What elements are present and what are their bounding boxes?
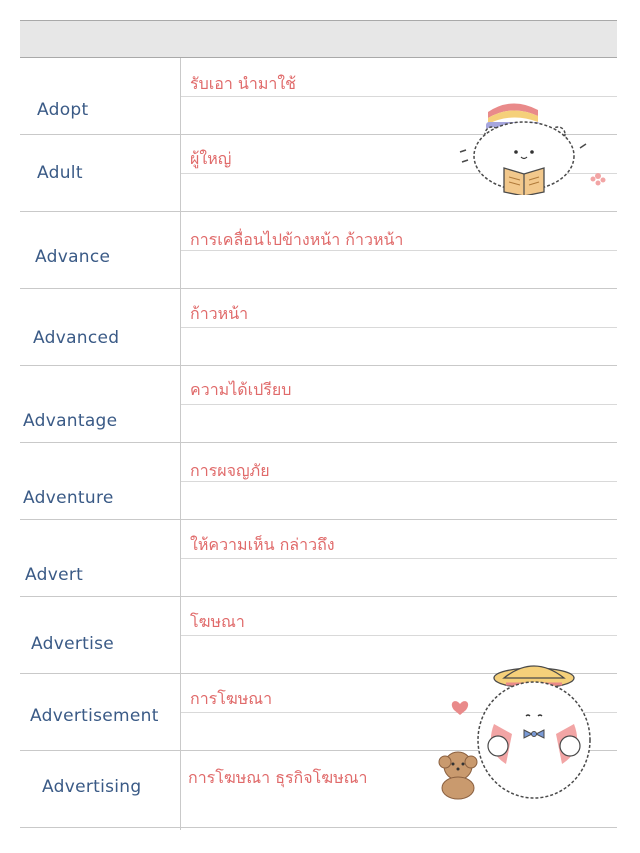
vocab-row-advantage bbox=[20, 366, 617, 443]
vocab-row-adventure bbox=[20, 443, 617, 520]
writing-line bbox=[181, 404, 617, 405]
vocab-meaning: โฆษณา bbox=[190, 612, 245, 631]
vocab-row-advance bbox=[20, 212, 617, 289]
vocab-word: Adult bbox=[37, 163, 83, 183]
vocab-meaning: ให้ความเห็น กล่าวถึง bbox=[190, 535, 335, 554]
vocab-word: Advert bbox=[25, 565, 84, 585]
vocab-word: Adopt bbox=[37, 100, 89, 120]
vocab-word: Advantage bbox=[23, 411, 118, 431]
writing-line bbox=[181, 250, 617, 251]
vocab-meaning: การเคลื่อนไปข้างหน้า ก้าวหน้า bbox=[190, 230, 404, 249]
vocab-word: Advertisement bbox=[30, 706, 159, 726]
vocab-meaning: การโฆษณา ธุรกิจโฆษณา bbox=[188, 768, 368, 787]
vocab-meaning: การโฆษณา bbox=[190, 689, 273, 708]
writing-line bbox=[181, 558, 617, 559]
vocab-meaning: ผู้ใหญ่ bbox=[190, 149, 232, 168]
writing-line bbox=[181, 327, 617, 328]
vocab-word: Advance bbox=[35, 247, 111, 267]
header-bar bbox=[20, 20, 617, 58]
vocab-word: Advertise bbox=[31, 634, 115, 654]
vocab-meaning: การผจญภัย bbox=[190, 461, 270, 480]
bear-reading-book-icon bbox=[452, 90, 612, 195]
writing-line bbox=[181, 635, 617, 636]
vocab-meaning: รับเอา นำมาใช้ bbox=[190, 74, 297, 93]
bear-with-dog-icon bbox=[428, 660, 610, 802]
vocab-row-advert bbox=[20, 520, 617, 597]
vocab-word: Advertising bbox=[42, 777, 142, 797]
writing-line bbox=[181, 481, 617, 482]
vocab-word: Adventure bbox=[23, 488, 114, 508]
vocab-word: Advanced bbox=[33, 328, 120, 348]
vocab-meaning: ก้าวหน้า bbox=[190, 304, 249, 323]
vocab-meaning: ความได้เปรียบ bbox=[190, 380, 292, 399]
vocab-row-advanced bbox=[20, 289, 617, 366]
